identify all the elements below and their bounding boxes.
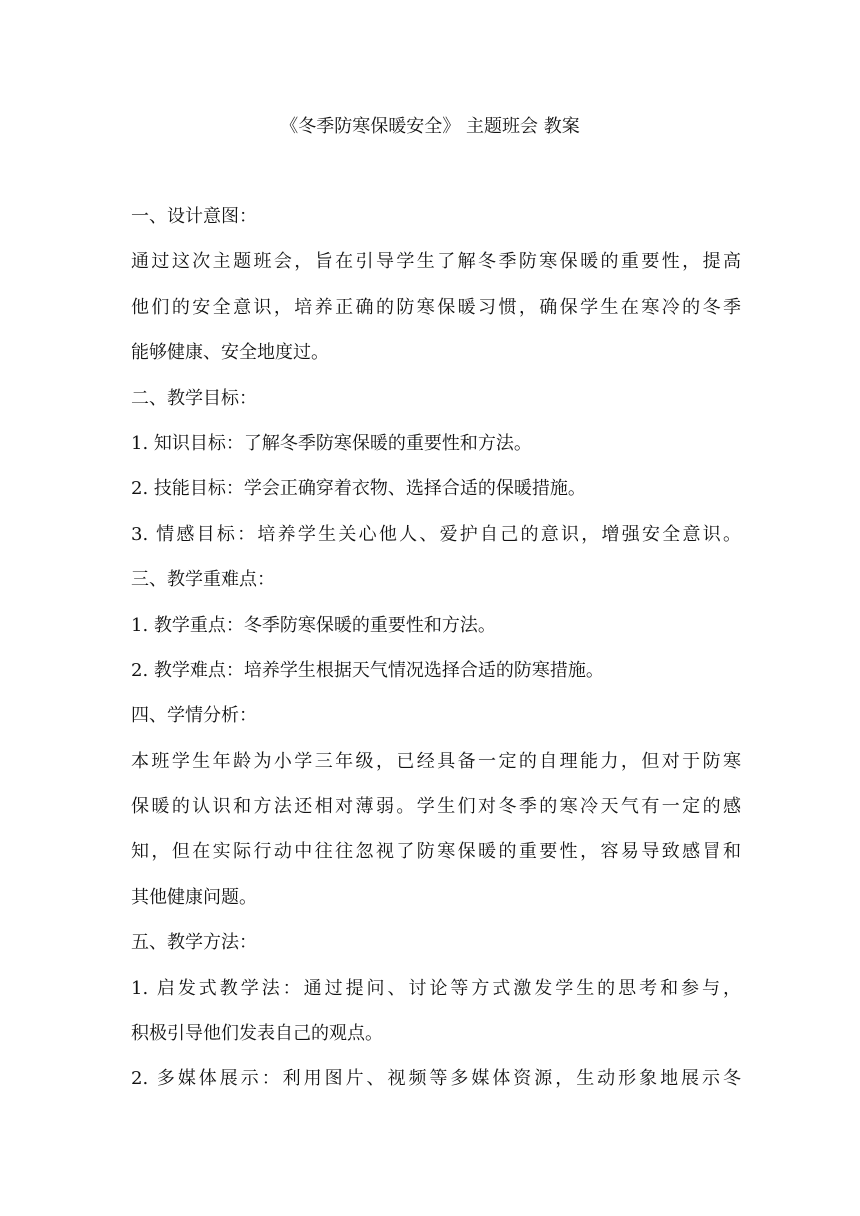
document-body bbox=[131, 204, 741, 1112]
paragraph-line: 其他健康问题。 bbox=[131, 886, 257, 908]
section-heading-design-intent: 一、设计意图： bbox=[131, 206, 257, 227]
paragraph-line: 本班学生年龄为小学三年级，已经具备一定的自理能力，但对于防寒 bbox=[131, 750, 741, 772]
list-item: 3. 情感目标：培养学生关心他人、爱护自己的意识，增强安全意识。 bbox=[131, 523, 741, 545]
list-item: 1. 知识目标：了解冬季防寒保暖的重要性和方法。 bbox=[131, 432, 532, 454]
paragraph-line: 能够健康、安全地度过。 bbox=[131, 342, 329, 364]
list-item: 2. 技能目标：学会正确穿着衣物、选择合适的保暖措施。 bbox=[131, 478, 586, 500]
paragraph-line: 通过这次主题班会，旨在引导学生了解冬季防寒保暖的重要性，提高 bbox=[131, 251, 741, 273]
list-item: 1. 教学重点：冬季防寒保暖的重要性和方法。 bbox=[131, 614, 496, 636]
list-item: 2. 教学难点：培养学生根据天气情况选择合适的防寒措施。 bbox=[131, 659, 604, 681]
list-item: 2. 多媒体展示：利用图片、视频等多媒体资源，生动形象地展示冬 bbox=[131, 1068, 741, 1090]
paragraph-line: 知，但在实际行动中往往忽视了防寒保暖的重要性，容易导致感冒和 bbox=[131, 841, 741, 863]
list-item-continuation: 积极引导他们发表自己的观点。 bbox=[131, 1023, 383, 1045]
section-heading-teaching-goals: 二、教学目标： bbox=[131, 387, 257, 409]
paragraph-line: 保暖的认识和方法还相对薄弱。学生们对冬季的寒冷天气有一定的感 bbox=[131, 796, 741, 818]
list-item: 1. 启发式教学法：通过提问、讨论等方式激发学生的思考和参与， bbox=[131, 977, 741, 999]
section-heading-teaching-methods: 五、教学方法： bbox=[131, 932, 257, 954]
page-title: 《冬季防寒保暖安全》 主题班会 教案 bbox=[280, 116, 580, 137]
section-heading-student-analysis: 四、学情分析： bbox=[131, 705, 257, 727]
paragraph-line: 他们的安全意识，培养正确的防寒保暖习惯，确保学生在寒冷的冬季 bbox=[131, 296, 741, 318]
section-heading-key-points: 三、教学重难点： bbox=[131, 569, 275, 591]
